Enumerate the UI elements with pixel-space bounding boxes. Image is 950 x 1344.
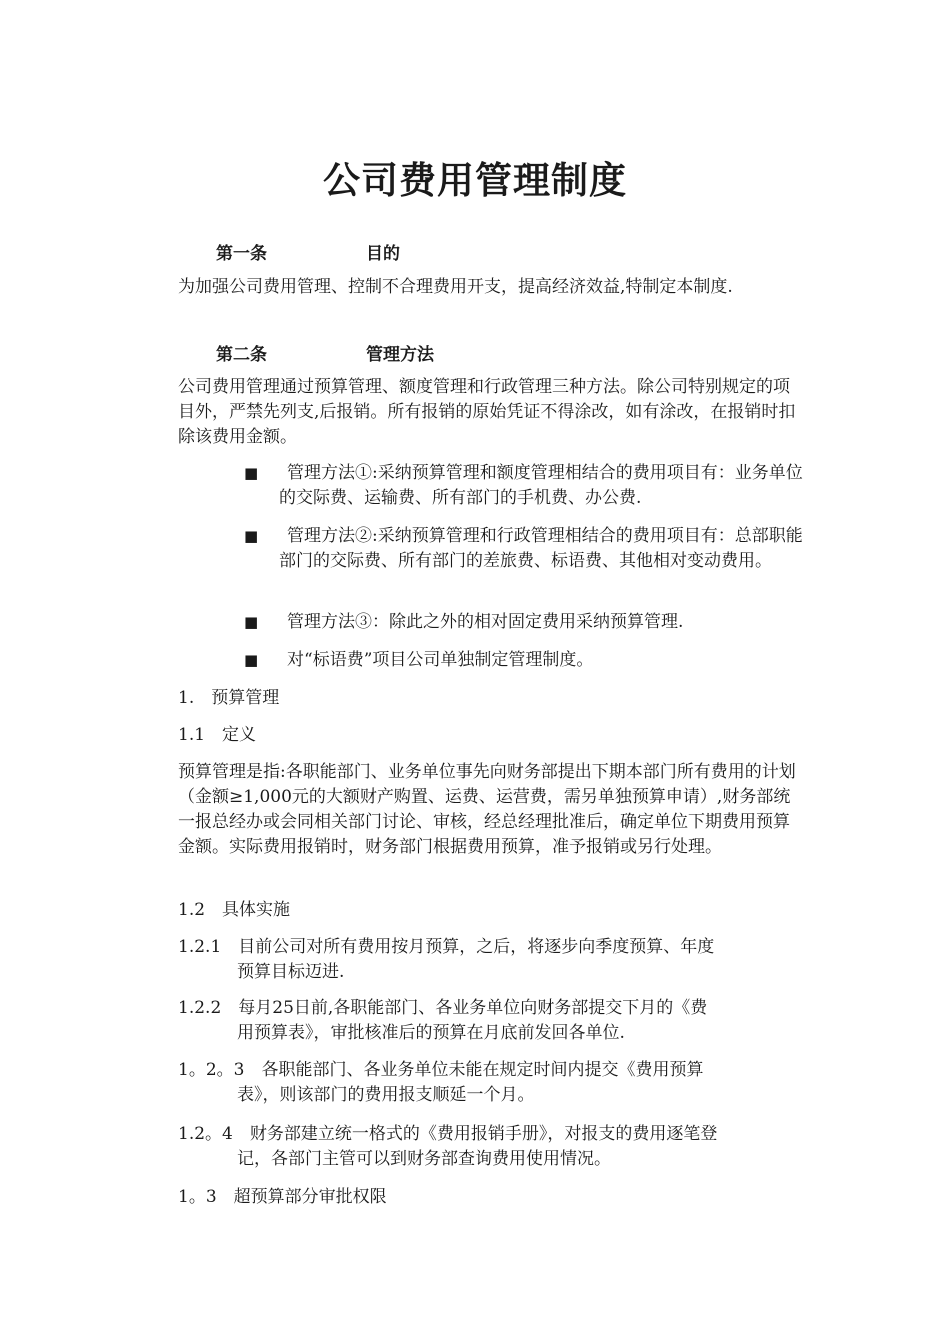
section-1-2-heading: 1.2 具体实施 <box>178 900 291 920</box>
article-2-number: 第二条 <box>216 345 267 365</box>
bullet-item <box>244 648 809 673</box>
section-1-1-heading: 1.1 定义 <box>178 725 257 745</box>
item-line-2: 预算目标迈进. <box>237 962 345 982</box>
article-1-number: 第一条 <box>216 244 267 264</box>
item-line-2: 记，各部门主管可以到财务部查询费用使用情况。 <box>237 1149 611 1169</box>
section-1-1-body: 预算管理是指:各职能部门、业务单位事先向财务部提出下期本部门所有费用的计划（金额≥1,000元的大额财产购置、运费、运营费，需另单独预算申请）,财务部统一报总经办或会同相关部门讨论、审核，经总经理批准后，确定单位下期费用预算金额。实际费用报销时，财务部门根据费用预算，准予报销或另行处理。 <box>178 762 796 857</box>
article-1-name: 目的 <box>366 244 400 264</box>
bullet-item <box>244 610 809 635</box>
bullet-text: 管理方法①:采纳预算管理和额度管理相结合的费用项目有：业务单位的交际费、运输费、所有部门的手机费、办公费. <box>279 463 803 508</box>
numbered-item <box>178 1122 806 1172</box>
article-2-body: 公司费用管理通过预算管理、额度管理和行政管理三种方法。除公司特别规定的项目外，严禁先列支,后报销。所有报销的原始凭证不得涂改，如有涂改，在报销时扣除该费用金额。 <box>178 377 796 447</box>
article-1-body: 为加强公司费用管理、控制不合理费用开支，提高经济效益,特制定本制度. <box>178 277 733 297</box>
item-line-1: 1.2.1 目前公司对所有费用按月预算，之后，将逐步向季度预算、年度 <box>178 937 715 957</box>
item-line-1: 1。2。3 各职能部门、各业务单位未能在规定时间内提交《费用预算 <box>178 1060 704 1080</box>
bullet-item <box>244 524 809 574</box>
article-2-name: 管理方法 <box>366 345 434 365</box>
bullet-text: 管理方法②:采纳预算管理和行政管理相结合的费用项目有：总部职能部门的交际费、所有部门的差旅费、标语费、其他相对变动费用。 <box>279 526 803 571</box>
bullet-text: 对“标语费”项目公司单独制定管理制度。 <box>287 650 594 670</box>
section-1-heading: 1. 预算管理 <box>178 688 280 708</box>
square-bullet-icon: ■ <box>244 527 259 545</box>
bullet-text: 管理方法③：除此之外的相对固定费用采纳预算管理. <box>287 612 684 632</box>
numbered-item <box>178 996 806 1046</box>
item-line-2: 用预算表》，审批核准后的预算在月底前发回各单位. <box>237 1023 625 1043</box>
section-1-3-heading: 1。3 超预算部分审批权限 <box>178 1187 387 1207</box>
item-line-2: 表》，则该部门的费用报支顺延一个月。 <box>237 1085 535 1105</box>
document-title: 公司费用管理制度 <box>323 159 627 202</box>
square-bullet-icon: ■ <box>244 651 259 669</box>
numbered-item <box>178 935 806 985</box>
bullet-item <box>244 461 809 511</box>
numbered-item <box>178 1058 806 1108</box>
item-line-1: 1.2。4 财务部建立统一格式的《费用报销手册》，对报支的费用逐笔登 <box>178 1124 718 1144</box>
square-bullet-icon: ■ <box>244 613 259 631</box>
item-line-1: 1.2.2 每月25日前,各职能部门、各业务单位向财务部提交下月的《费 <box>178 998 708 1018</box>
square-bullet-icon: ■ <box>244 464 259 482</box>
